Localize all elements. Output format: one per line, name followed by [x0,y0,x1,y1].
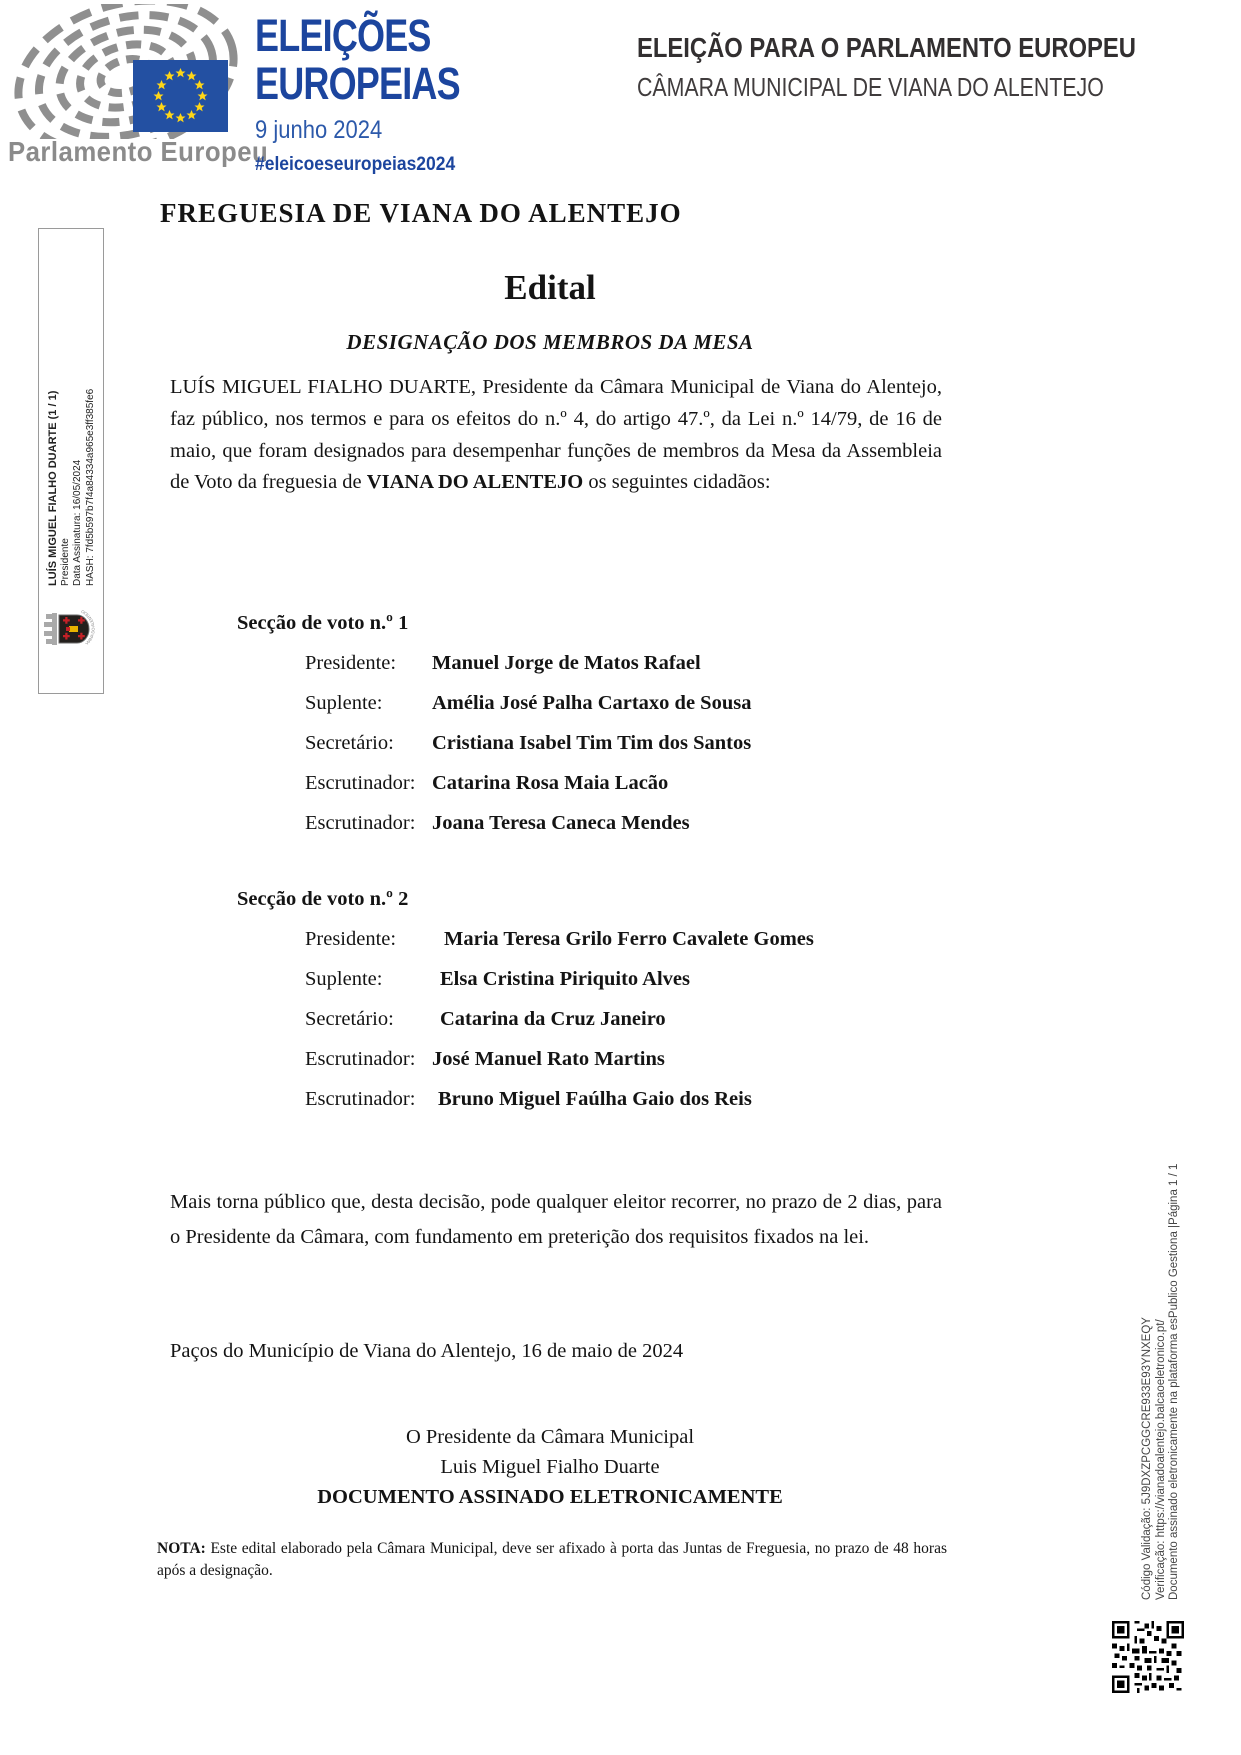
stamp-signer-role: Presidente [59,538,71,586]
stamp-hash: HASH: 7fd5b597b7f4a84334a965e3ff385fe6 [84,388,96,586]
table-row [305,928,945,951]
member-role-label: Presidente: [305,652,397,674]
member-role-label: Suplente: [305,968,383,990]
signoff-block [160,1422,940,1512]
signoff-electronic-notice: DOCUMENTO ASSINADO ELETRONICAMENTE [317,1486,783,1508]
election-date: 9 junho 2024 [255,116,383,144]
table-row [305,812,945,835]
intro-paragraph [170,372,942,499]
section-1-heading: Secção de voto n.º 1 [237,612,409,634]
member-name: José Manuel Rato Martins [432,1048,665,1070]
member-role-label: Escrutinador: [305,1088,416,1110]
edital-title: Edital [504,268,596,307]
member-role-label: Presidente: [305,928,397,950]
footnote [157,1538,947,1582]
place-and-date-line: Paços do Município de Viana do Alentejo, 16 de maio de 2024 [170,1340,684,1362]
validation-sidebar [1141,1134,1182,1600]
validation-url: Verificação: https://vianadoalentejo.balcaoeletronico.pt/ [1154,1319,1167,1600]
member-name: Catarina da Cruz Janeiro [440,1008,666,1030]
municipality-name: CÂMARA MUNICIPAL DE VIANA DO ALENTEJO [637,72,1104,102]
member-name: Joana Teresa Caneca Mendes [432,812,690,834]
signature-stamp-text [47,370,97,586]
table-row [305,772,945,795]
elections-branding [255,12,555,176]
member-name: Catarina Rosa Maia Lacão [432,772,669,794]
member-role-label: Secretário: [305,1008,394,1030]
municipal-coat-of-arms-icon [41,601,103,657]
member-role-label: Escrutinador: [305,772,416,794]
eu-flag-icon [133,60,228,132]
member-name: Manuel Jorge de Matos Rafael [432,652,701,674]
member-role-label: Secretário: [305,732,394,754]
stamp-signer-name: LUÍS MIGUEL FIALHO DUARTE (1 / 1) [47,390,59,586]
member-role-label: Escrutinador: [305,1048,416,1070]
member-role-label: Escrutinador: [305,812,416,834]
freguesia-heading: FREGUESIA DE VIANA DO ALENTEJO [160,198,682,228]
member-name: Elsa Cristina Piriquito Alves [440,968,691,990]
intro-text-after: os seguintes cidadãos: [583,471,771,494]
validation-platform-page: Documento assinado eletronicamente na plataforma esPublico Gestiona |Página 1 / 1 [1168,1163,1180,1600]
parlamento-europeu-logo-caption: Parlamento Europeu [8,136,269,167]
brand-line-1: ELEIÇÕES [255,10,431,61]
intro-text-bold-freguesia: VIANA DO ALENTEJO [366,471,584,494]
table-row [305,1088,945,1111]
footnote-text: Este edital elaborado pela Câmara Municipal, deve ser afixado à porta das Juntas de Freguesia, no prazo de 48 horas após a designação. [157,1540,947,1579]
election-hashtag: #eleicoeseuropeias2024 [255,154,456,175]
appeal-paragraph: Mais torna público que, desta decisão, pode qualquer eleitor recorrer, no prazo de 2 dias, para o Presidente da Câmara, com fundamento em preterição dos requisitos fixados na lei. [170,1191,942,1248]
brand-line-2: EUROPEIAS [255,58,460,109]
signoff-role: O Presidente da Câmara Municipal [405,1426,695,1448]
table-row [305,968,945,991]
table-row [305,1008,945,1031]
member-name: Bruno Miguel Faúlha Gaio dos Reis [438,1088,752,1110]
table-row [305,732,945,755]
stamp-signature-date: Data Assinatura: 16/05/2024 [72,459,83,586]
member-name: Amélia José Palha Cartaxo de Sousa [432,692,752,714]
footnote-label: NOTA: [157,1540,206,1557]
edital-subtitle: DESIGNAÇÃO DOS MEMBROS DA MESA [346,330,754,354]
table-row [305,1048,945,1071]
member-name: Cristiana Isabel Tim Tim dos Santos [432,732,752,754]
member-name: Maria Teresa Grilo Ferro Cavalete Gomes [444,928,814,950]
intro-text-before: LUÍS MIGUEL FIALHO DUARTE, Presidente da Câmara Municipal de Viana do Alentejo, faz público, nos termos e para os efeitos do n.º 4, do artigo 47.º, da Lei n.º 14/79, de 16 de maio, que foram designados para desempenhar funções de membros da Mesa da Assembleia de Voto da freguesia de [170,376,942,494]
qr-code [1112,1621,1184,1693]
svg-text:VIANA DO ALENTEJO: VIANA DO ALENTEJO [80,608,96,646]
table-row [305,652,945,675]
member-role-label: Suplente: [305,692,383,714]
election-title: ELEIÇÃO PARA O PARLAMENTO EUROPEU [637,32,1136,63]
validation-code: Código Validação: 5J9DXZPCGGCRE933E93YNXEQY [1141,1317,1153,1600]
section-2-heading: Secção de voto n.º 2 [237,888,409,910]
table-row [305,692,945,715]
signoff-name: Luis Miguel Fialho Duarte [440,1456,660,1478]
